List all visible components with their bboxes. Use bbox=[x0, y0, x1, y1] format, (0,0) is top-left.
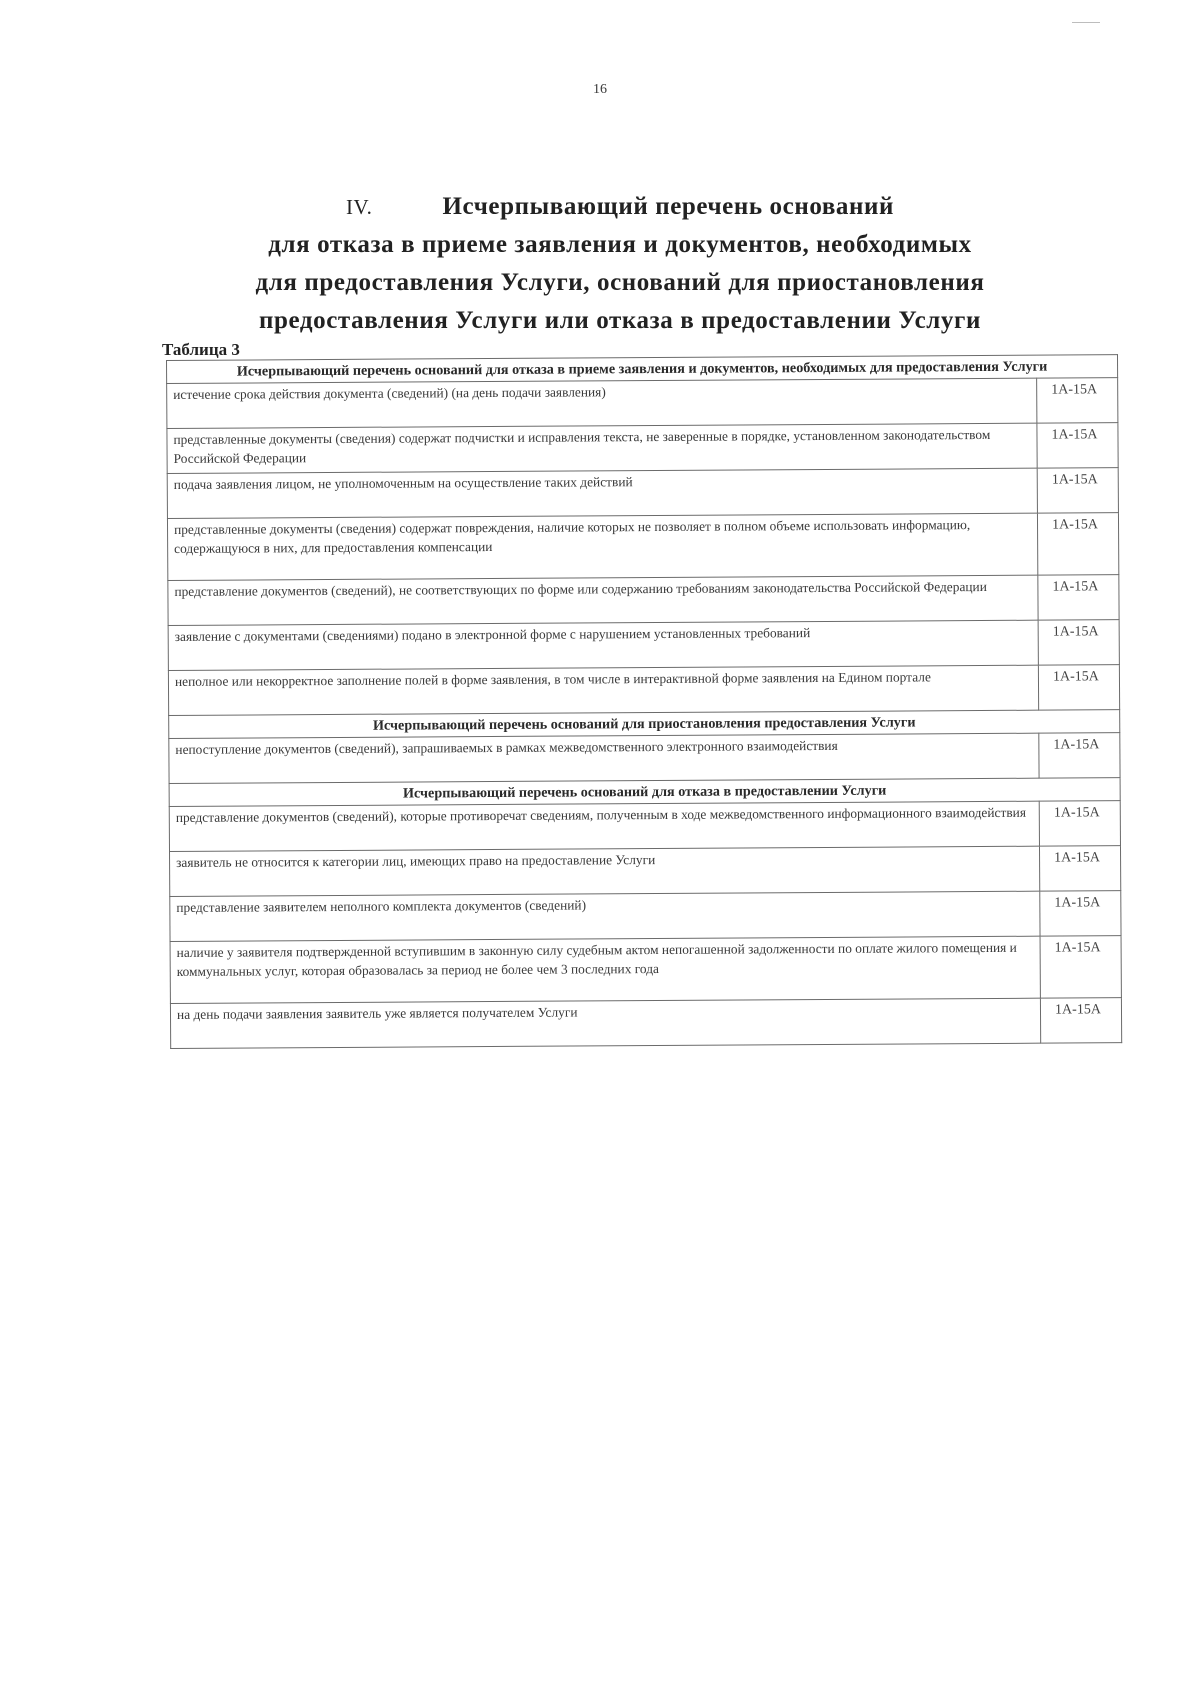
table-row bbox=[169, 733, 1120, 784]
table-row bbox=[167, 513, 1118, 581]
table-row bbox=[167, 423, 1118, 474]
table-row bbox=[170, 998, 1121, 1049]
ground-text: представление документов (сведений), не соответствующих по форме или содержанию требованиям законодательства Российской Федерации bbox=[168, 575, 1038, 625]
ground-text: неполное или некорректное заполнение полей в форме заявления, в том числе в интерактивной форме заявления на Едином портале bbox=[168, 665, 1038, 715]
table-row bbox=[167, 468, 1118, 519]
ground-text: представление документов (сведений), которые противоречат сведениям, полученным в ходе межведомственного информационного взаимодействия bbox=[169, 801, 1039, 851]
table-row bbox=[170, 846, 1121, 897]
ground-text: непоступление документов (сведений), запрашиваемых в рамках межведомственного электронного взаимодействия bbox=[169, 733, 1039, 783]
ground-code: 1А-15А bbox=[1040, 936, 1121, 998]
group-heading-refusal-service: Исчерпывающий перечень оснований для отказа в предоставлении Услуги bbox=[169, 778, 1120, 807]
ground-code: 1А-15А bbox=[1038, 620, 1119, 665]
ground-code: 1А-15А bbox=[1040, 891, 1121, 936]
section-numeral: IV. bbox=[345, 195, 373, 219]
table-row bbox=[168, 575, 1119, 626]
table-row bbox=[167, 378, 1118, 429]
section-title bbox=[180, 188, 1060, 340]
section-title-line-4: предоставления Услуги или отказа в предоставлении Услуги bbox=[259, 307, 981, 334]
table-row bbox=[170, 891, 1121, 942]
page-number: 16 bbox=[593, 82, 607, 97]
ground-code: 1А-15А bbox=[1038, 665, 1119, 710]
section-title-line-1 bbox=[180, 188, 1060, 226]
ground-text: на день подачи заявления заявитель уже является получателем Услуги bbox=[170, 998, 1040, 1048]
section-title-line-2: для отказа в приеме заявления и документов, необходимых bbox=[268, 231, 972, 258]
section-title-text-1: Исчерпывающий перечень оснований bbox=[442, 193, 895, 220]
ground-text: заявитель не относится к категории лиц, имеющих право на предоставление Услуги bbox=[170, 846, 1040, 896]
ground-code: 1А-15А bbox=[1040, 846, 1121, 891]
group-heading-suspension: Исчерпывающий перечень оснований для приостановления предоставления Услуги bbox=[169, 710, 1120, 739]
ground-code: 1А-15А bbox=[1039, 733, 1120, 778]
ground-code: 1А-15А bbox=[1037, 378, 1118, 423]
ground-text: истечение срока действия документа (сведений) (на день подачи заявления) bbox=[167, 378, 1037, 428]
ground-text: представление заявителем неполного комплекта документов (сведений) bbox=[170, 891, 1040, 941]
grounds-table bbox=[166, 354, 1122, 1049]
ground-text: представленные документы (сведения) содержат повреждения, наличие которых не позволяет в полном объеме использовать информацию, содержащуюся в них, для предоставления компенсации bbox=[167, 513, 1037, 580]
table-row bbox=[170, 936, 1121, 1004]
table-row bbox=[168, 665, 1119, 716]
table-row bbox=[169, 801, 1120, 852]
ground-text: представленные документы (сведения) содержат подчистки и исправления текста, не заверенные в порядке, установленном законодательством Российской Федерации bbox=[167, 423, 1037, 473]
table-row bbox=[168, 620, 1119, 671]
ground-code: 1А-15А bbox=[1037, 423, 1118, 468]
scan-corner-mark bbox=[1072, 22, 1100, 23]
ground-code: 1А-15А bbox=[1037, 513, 1118, 575]
ground-text: подача заявления лицом, не уполномоченным на осуществление таких действий bbox=[167, 468, 1037, 518]
ground-code: 1А-15А bbox=[1038, 575, 1119, 620]
ground-code: 1А-15А bbox=[1037, 468, 1118, 513]
ground-text: заявление с документами (сведениями) подано в электронной форме с нарушением установленных требований bbox=[168, 620, 1038, 670]
section-title-line-3: для предоставления Услуги, оснований для приостановления bbox=[255, 269, 985, 296]
group-heading-refusal-acceptance: Исчерпывающий перечень оснований для отказа в приеме заявления и документов, необходимых для предоставления Услуги bbox=[167, 355, 1118, 384]
ground-code: 1А-15А bbox=[1039, 801, 1120, 846]
ground-text: наличие у заявителя подтвержденной вступившим в законную силу судебным актом непогашенной задолженности по оплате жилого помещения и коммунальных услуг, которая образовалась за период не более чем 3 последних года bbox=[170, 936, 1040, 1003]
ground-code: 1А-15А bbox=[1040, 998, 1121, 1043]
table-caption: Таблица 3 bbox=[162, 340, 240, 359]
